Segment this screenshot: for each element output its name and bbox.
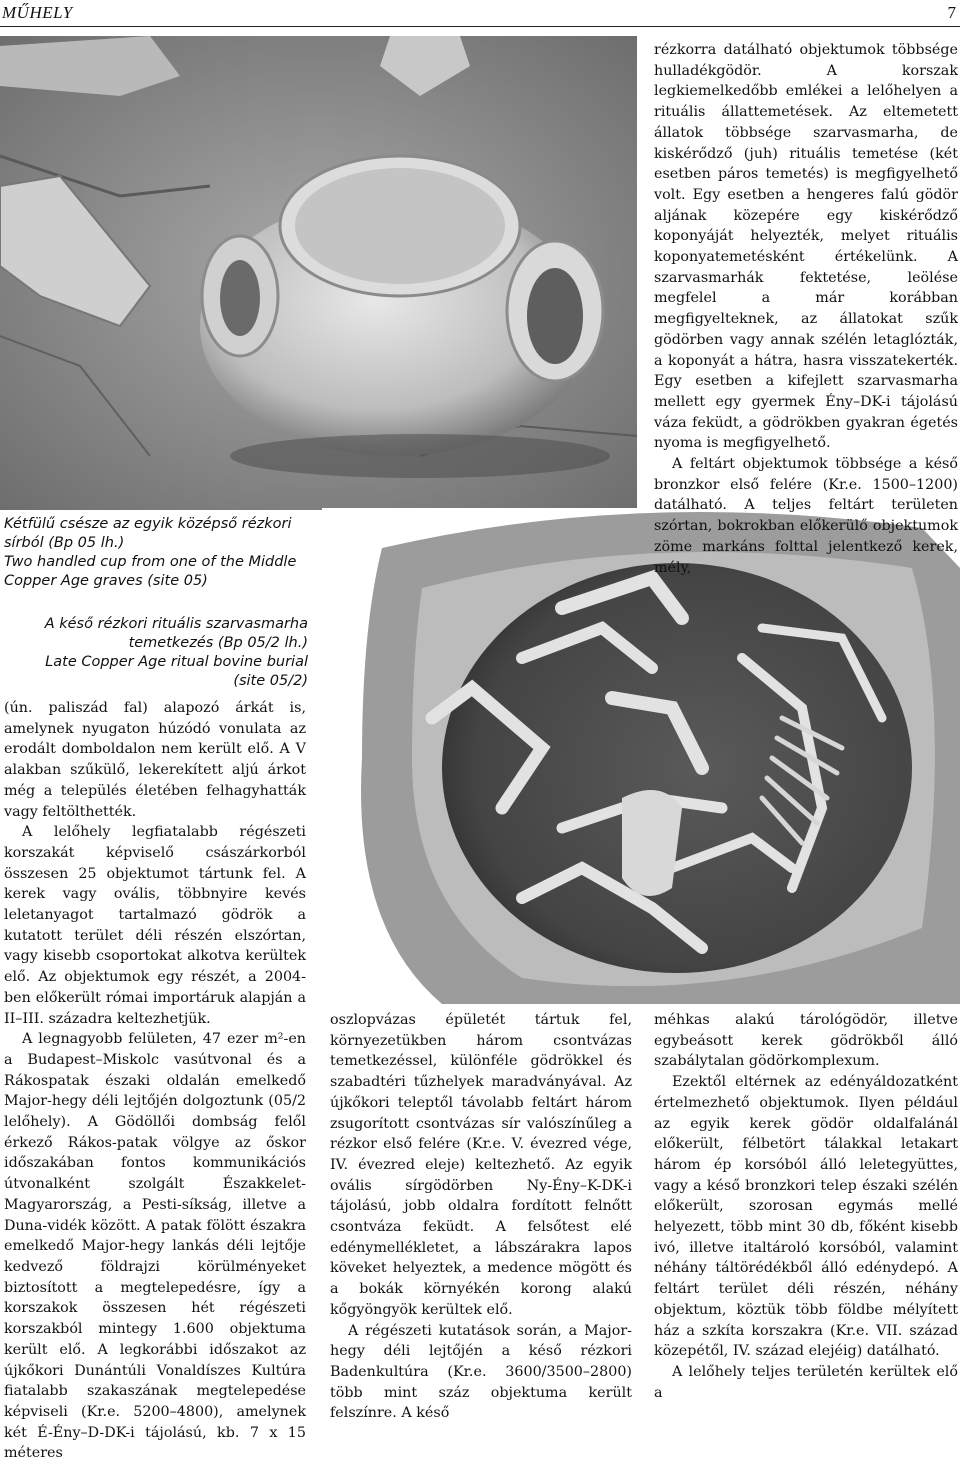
bovine-caption-en: Late Copper Age ritual bovine burial (site 05/2) bbox=[45, 654, 308, 689]
cup-caption-hu: Kétfülű csésze az egyik középső rézkori sírból (Bp 05 lh.) bbox=[4, 516, 292, 551]
paragraph: rézkorra datálható objektumok többsége hulladékgödör. A korszak legkiemelkedőbb emlékei a lelőhelyen a rituális állattemetések. Az eltemetett állatok többsége szarvasmarha, de kiskérődző (juh) rituális temetése (két esetben páros temetés) is megfigyelhető volt. Egy esetben a hengeres falú gödör aljának közepére egy kiskérődző koponyáját helyezték, melyet rituális koponyatemetésként értékelünk. A szarvasmarhák fektetése, leölése megfelel a már korábban megfigyelteknek, az állatokat szűk gödörben vagy annak szélén letaglózták, a koponyát a hátra, hasra visszatekerték. Egy esetben a kifejlett szarvasmarha mellett egy gyermek Ény–DK-i tájolású váza feküdt, a gödrökben gyakran égetés nyoma is megfigyelhető. bbox=[654, 42, 958, 452]
column-right bbox=[654, 1010, 958, 1403]
paragraph: Ezektől eltérnek az edényáldozatként értelmezhető objektumok. Ilyen például az egyik kerek gödör oldalfalánál előkerült, félbetört tálakkal letakart három ép korsóból álló leletegyüttes, vagy a késő bronzkori telep északi szélén előkerült, szorosan egymás mellé helyezett, több mint 30 db, főként kisebb ivó, illetve italtároló korsóból, valamint néhány táltörédékből álló edénydepó. A feltárt terület déli részén, néhány objektum, köztük több földbe mélyített ház a szkíta korszakra (Kr.e. VII. század közepétől, IV. század elejéig) datálható. bbox=[654, 1074, 958, 1360]
bovine-burial-illustration bbox=[322, 508, 960, 1004]
cup-caption bbox=[4, 515, 304, 591]
bovine-caption-hu: A késő rézkori rituális szarvasmarha temetkezés (Bp 05/2 lh.) bbox=[44, 616, 308, 651]
bovine-burial-photo bbox=[322, 508, 960, 1004]
cup-photo bbox=[0, 36, 637, 510]
section-title: MŰHELY bbox=[2, 3, 73, 22]
paragraph: A lelőhely legfiatalabb régészeti korszakát képviselő császárkorból összesen 25 objektumot tártunk fel. A kerek vagy ovális, többnyire kevés leletanyagot tartalmazó gödrök a kutatott terület déli részén elszórtan, vagy kisebb csoportokat alkotva kerültek elő. Az objektumok egy részét, a 2004-ben előkerült római importáruk alapján a II–III. századra keltezhetjük. bbox=[4, 824, 306, 1027]
paragraph: A lelőhely teljes területén kerültek elő a bbox=[654, 1363, 958, 1401]
page-number: 7 bbox=[947, 3, 956, 22]
cup-illustration bbox=[0, 36, 637, 510]
cup-caption-en: Two handled cup from one of the Middle Copper Age graves (site 05) bbox=[4, 554, 297, 589]
paragraph: (ún. paliszád fal) alapozó árkát is, amelynek nyugaton húzódó vonulata az erodált domboldalon nem került elő. A V alakban szűkülő, lekerekített aljú árkot még a település életében felhagyhatták vagy feltölthették. bbox=[4, 700, 306, 820]
column-left bbox=[4, 698, 306, 1464]
paragraph: A feltárt objektumok többsége a késő bronzkor első felére (Kr.e. 1500–1200) datálható. A teljes feltárt területen szórtan, bokrokban előkerülő objektumok zöme markáns folttal jelentkező kerek, mély, bbox=[654, 456, 958, 576]
header-rule bbox=[0, 26, 960, 27]
paragraph: A legnagyobb felületen, 47 ezer m²-en a Budapest–Miskolc vasútvonal és a Rákospatak északi oldalán emelkedő Major-hegy déli lejtőjén dolgoztunk (05/2 lelőhely). A Gödöllői dombság felől érkező Rákos-patak völgye az őskor időszakában fontos kommunikációs útvonalként szolgált Északkelet-Magyarország, a Pesti-síkság, illetve a Duna-vidék között. A patak fölött északra emelkedő Major-hegy lankás déli lejtője kedvező földrajzi körülményeket biztosított a megtelepedésre, így a korszakok összesen hét régészeti korszakból mintegy 1.600 objektuma került elő. A legkorábbi időszakot az újkőkori Dunántúli Vonaldíszes Kultúra fiatalabb szakaszának megtelepedése képviseli (Kr.e. 5200–4800), amelynek két É-Ény–D-DK-i tájolású, kb. 7 x 15 méteres bbox=[4, 1031, 306, 1462]
paragraph: A régészeti kutatások során, a Major-hegy déli lejtőjén a késő rézkori Badenkultúra (Kr.e. 3600/3500–2800) több mint száz objektuma került felszínre. A késő bbox=[330, 1322, 632, 1422]
paragraph: oszlopvázas épületét tártuk fel, környezetükben három csontvázas temetkezéssel, különféle gödrökkel és szabadtéri tűzhelyek maradványával. Az újkőkori teleptől távolabb feltárt három zsugorított csontvázas sír valószínűleg a rézkor első felére (Kr.e. V. évezred vége, IV. évezred eleje) keltezhető. Az egyik ovális sírgödörben Ny-Ény–K-DK-i tájolású, jobb oldalra fordított felnőtt csontváza feküdt. A felsőtest elé edénymellékletet, a lábszárakra lapos köveket helyeztek, a medence mögött és a bokák környékén korong alakú kőgyöngyök kerültek elő. bbox=[330, 1012, 632, 1318]
page-header bbox=[0, 0, 960, 28]
bovine-caption bbox=[40, 615, 308, 691]
column-top-right bbox=[654, 40, 958, 578]
paragraph: méhkas alakú tárológödör, illetve egybeásott kerek gödrökből álló szabálytalan gödörkomplexum. bbox=[654, 1012, 958, 1070]
column-middle bbox=[330, 1010, 632, 1424]
